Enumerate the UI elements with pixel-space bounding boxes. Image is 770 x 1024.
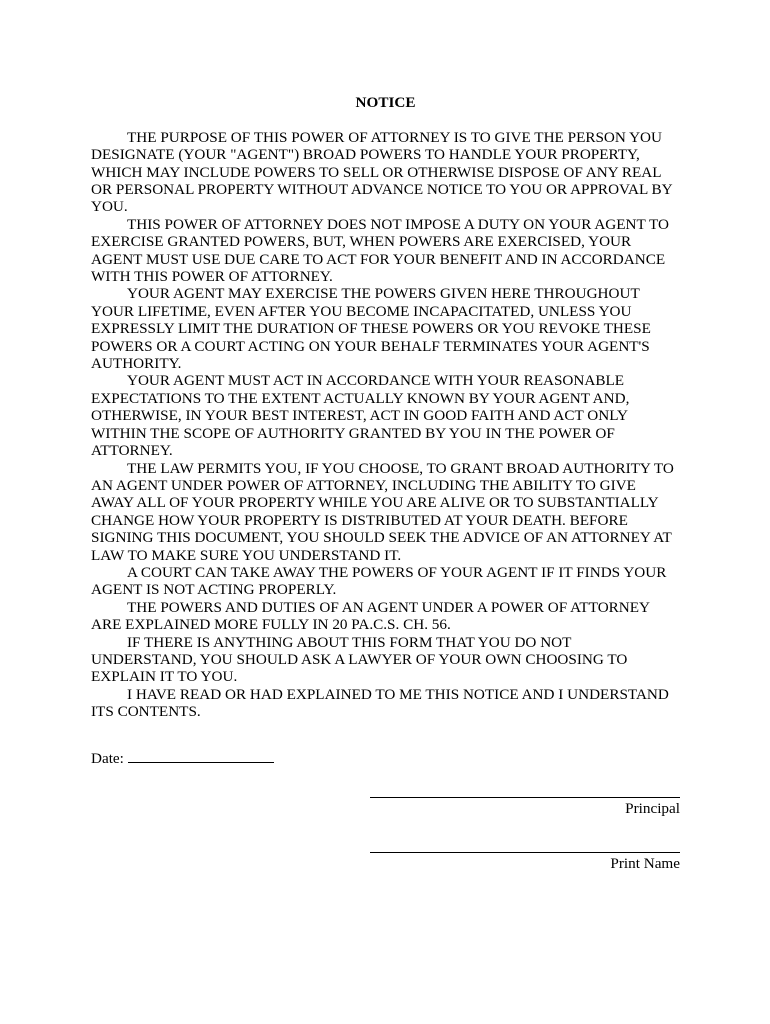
notice-paragraph: THIS POWER OF ATTORNEY DOES NOT IMPOSE A DUTY ON YOUR AGENT TO EXERCISE GRANTED POWERS, BUT, WHEN POWERS ARE EXERCISED, YOUR AGENT MUST USE DUE CARE TO ACT FOR YOUR BENEFIT AND IN ACCORDANCE WITH THIS POWER OF ATTORNEY. — [91, 215, 670, 286]
notice-paragraph: THE LAW PERMITS YOU, IF YOU CHOOSE, TO GRANT BROAD AUTHORITY TO AN AGENT UNDER POWER OF ATTORNEY, INCLUDING THE ABILITY TO GIVE AWAY ALL OF YOUR PROPERTY WHILE YOU ARE ALIVE OR TO SUBSTANTIALLY CHANGE HOW YOUR PROPERTY IS DISTRIBUTED AT YOUR DEATH. BEFORE SIGNING THIS DOCUMENT, YOU SHOULD SEEK THE ADVICE OF AN ATTORNEY AT LAW TO MAKE SURE YOU UNDERSTAND IT. — [91, 459, 674, 564]
principal-signature-line[interactable] — [370, 797, 680, 798]
principal-signature-block — [370, 797, 680, 817]
notice-paragraph: YOUR AGENT MUST ACT IN ACCORDANCE WITH YOUR REASONABLE EXPECTATIONS TO THE EXTENT ACTUALLY KNOWN BY YOUR AGENT AND, OTHERWISE, IN YOUR BEST INTEREST, ACT IN GOOD FAITH AND ACT ONLY WITHIN THE SCOPE OF AUTHORITY GRANTED BY YOU IN THE POWER OF ATTORNEY. — [91, 372, 630, 460]
notice-paragraph: I HAVE READ OR HAD EXPLAINED TO ME THIS NOTICE AND I UNDERSTAND ITS CONTENTS. — [91, 685, 669, 721]
notice-paragraph: YOUR AGENT MAY EXERCISE THE POWERS GIVEN HERE THROUGHOUT YOUR LIFETIME, EVEN AFTER YOU BECOME INCAPACITATED, UNLESS YOU EXPRESSLY LIMIT THE DURATION OF THESE POWERS OR YOU REVOKE THESE POWERS OR A COURT ACTING ON YOUR BEHALF TERMINATES YOUR AGENT'S AUTHORITY. — [91, 285, 651, 373]
notice-paragraph: A COURT CAN TAKE AWAY THE POWERS OF YOUR AGENT IF IT FINDS YOUR AGENT IS NOT ACTING PROPERLY. — [91, 563, 667, 599]
document-title: NOTICE — [355, 94, 416, 111]
date-label: Date: — [91, 749, 124, 767]
notice-paragraph: IF THERE IS ANYTHING ABOUT THIS FORM THAT YOU DO NOT UNDERSTAND, YOU SHOULD ASK A LAWYER OF YOUR OWN CHOOSING TO EXPLAIN IT TO YOU. — [91, 633, 628, 686]
document-content — [91, 94, 680, 873]
notice-body — [91, 129, 680, 721]
print-name-block — [370, 852, 680, 872]
print-name-label: Print Name — [610, 855, 680, 873]
notice-paragraph: THE PURPOSE OF THIS POWER OF ATTORNEY IS TO GIVE THE PERSON YOU DESIGNATE (YOUR "AGENT") BROAD POWERS TO HANDLE YOUR PROPERTY, WHICH MAY INCLUDE POWERS TO SELL OR OTHERWISE DISPOSE OF ANY REAL OR PERSONAL PROPERTY WITHOUT ADVANCE NOTICE TO YOU OR APPROVAL BY YOU. — [91, 128, 673, 216]
date-row — [91, 749, 680, 767]
principal-label: Principal — [625, 800, 680, 818]
print-name-line[interactable] — [370, 852, 680, 853]
date-fill-line[interactable] — [128, 749, 274, 763]
notice-paragraph: THE POWERS AND DUTIES OF AN AGENT UNDER A POWER OF ATTORNEY ARE EXPLAINED MORE FULLY IN 20 PA.C.S. CH. 56. — [91, 598, 650, 634]
